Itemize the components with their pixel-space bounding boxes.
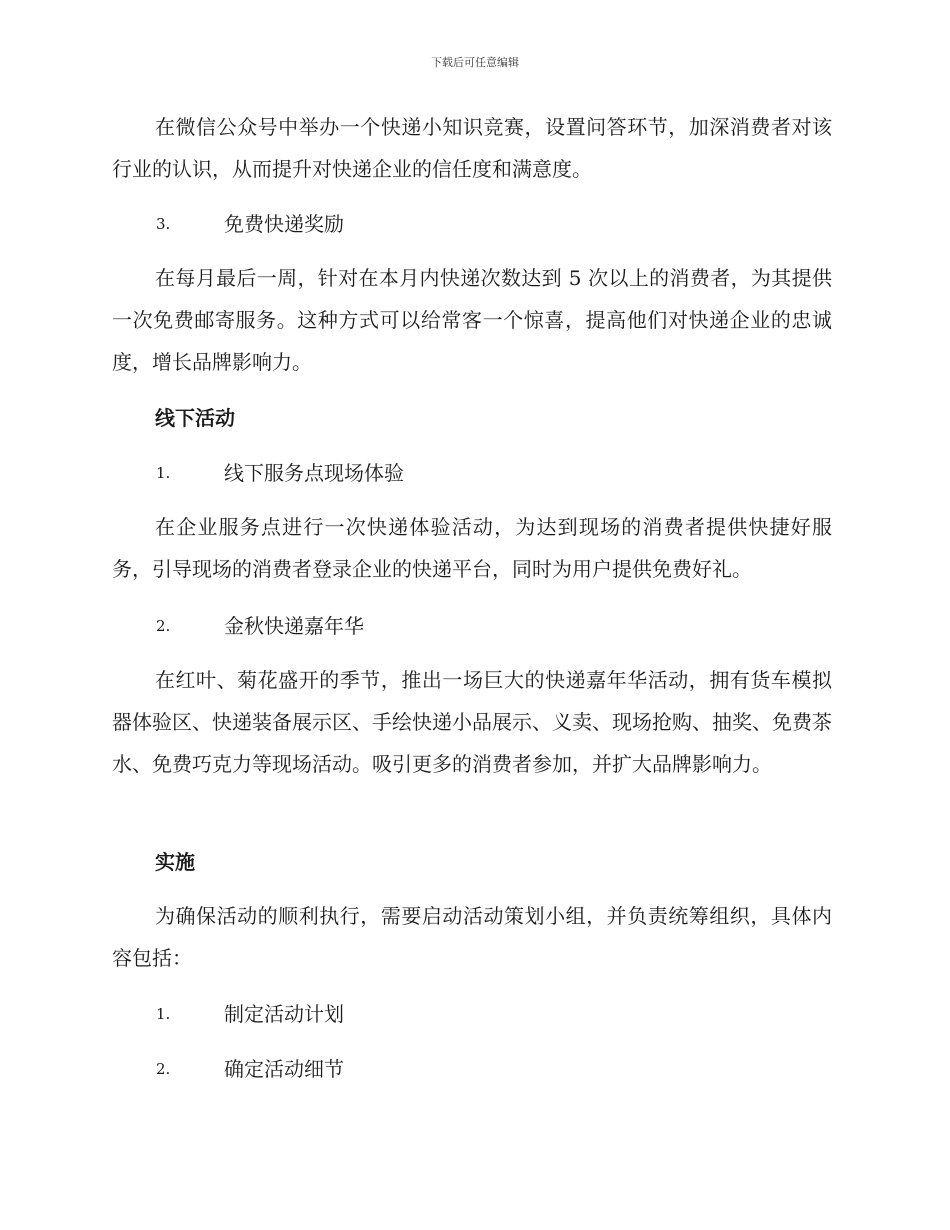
list-label: 制定活动计划 <box>224 1002 344 1026</box>
page-header: 下载后可任意编辑 <box>431 56 519 69</box>
paragraph-implementation: 为确保活动的顺利执行，需要启动活动策划小组，并负责统筹组织，具体内容包括： <box>112 904 832 970</box>
list-number: 1. <box>156 1005 171 1023</box>
section-heading-implementation: 实施 <box>155 850 195 874</box>
list-number: 3. <box>156 215 171 233</box>
list-number: 2. <box>156 617 171 635</box>
list-label: 金秋快递嘉年华 <box>224 614 364 638</box>
paragraph-quiz: 在微信公众号中举办一个快递小知识竞赛，设置问答环节，加深消费者对该行业的认识，从而提升对快递企业的信任度和满意度。 <box>112 115 832 181</box>
list-label: 确定活动细节 <box>224 1057 344 1081</box>
paragraph-free-delivery: 在每月最后一周，针对在本月内快递次数达到 5 次以上的消费者，为其提供一次免费邮寄服务。这种方式可以给常客一个惊喜，提高他们对快递企业的忠诚度，增长品牌影响力。 <box>112 266 832 374</box>
section-heading-offline: 线下活动 <box>155 406 235 430</box>
list-label: 线下服务点现场体验 <box>224 461 404 485</box>
paragraph-onsite-experience: 在企业服务点进行一次快递体验活动，为达到现场的消费者提供快捷好服务，引导现场的消费者登录企业的快递平台，同时为用户提供免费好礼。 <box>112 515 832 581</box>
list-number: 2. <box>156 1060 171 1078</box>
paragraph-carnival: 在红叶、菊花盛开的季节，推出一场巨大的快递嘉年华活动，拥有货车模拟器体验区、快递装备展示区、手绘快递小品展示、义卖、现场抢购、抽奖、免费茶水、免费巧克力等现场活动。吸引更多的消费者参加，并扩大品牌影响力。 <box>112 668 832 776</box>
list-label: 免费快递奖励 <box>224 212 344 236</box>
list-number: 1. <box>156 464 171 482</box>
